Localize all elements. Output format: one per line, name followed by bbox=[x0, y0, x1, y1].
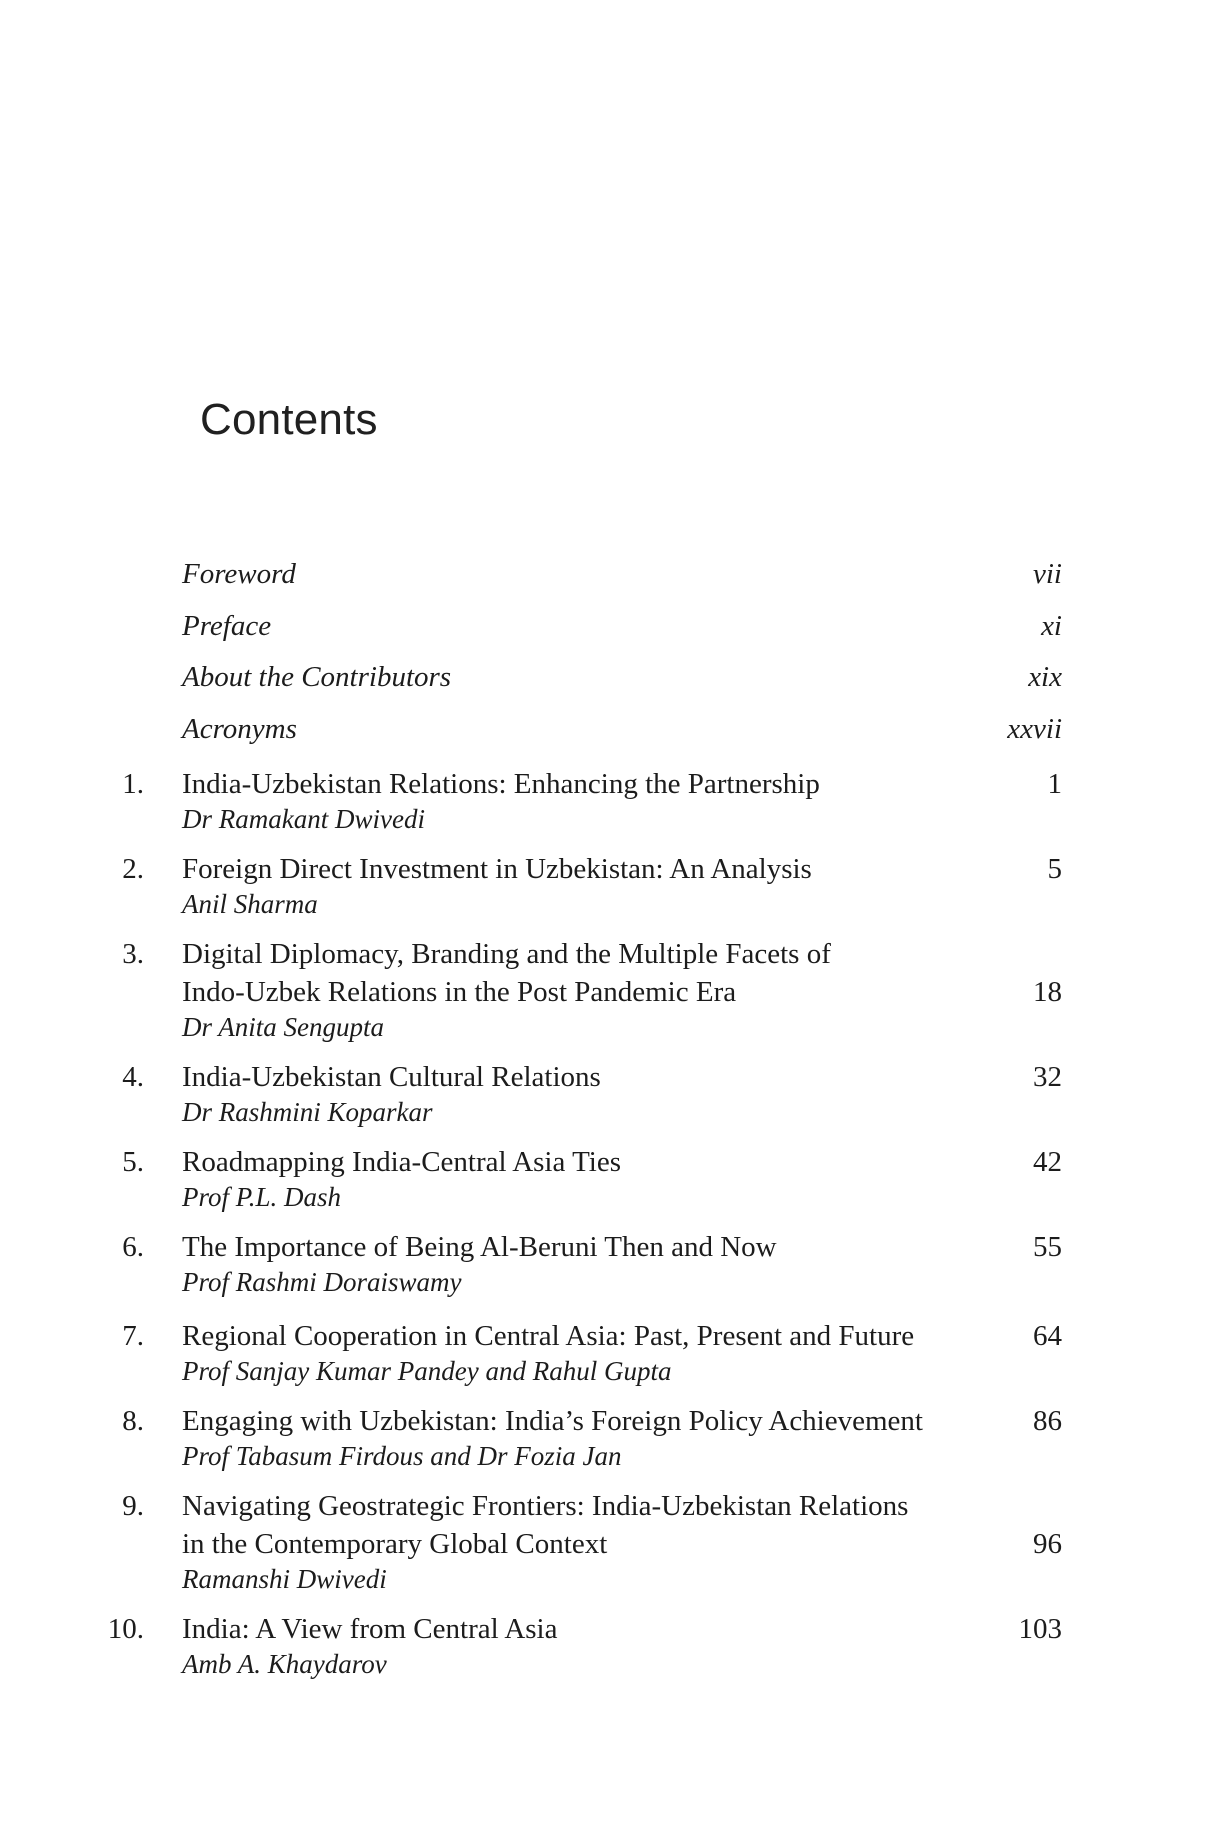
chapter-number: 2. bbox=[122, 853, 144, 885]
front-matter-title: Foreword bbox=[182, 558, 296, 590]
page-title: Contents bbox=[200, 395, 378, 444]
chapter-title: Engaging with Uzbekistan: India’s Foreign Policy Achievement bbox=[182, 1405, 923, 1437]
chapter-title: Foreign Direct Investment in Uzbekistan: An Analysis bbox=[182, 853, 812, 885]
chapter-title-line-1: Navigating Geostrategic Frontiers: India-Uzbekistan Relations bbox=[182, 1490, 909, 1522]
chapter-title: India-Uzbekistan Relations: Enhancing the Partnership bbox=[182, 768, 820, 800]
chapter-title: India-Uzbekistan Cultural Relations bbox=[182, 1061, 601, 1093]
chapter-title: Roadmapping India-Central Asia Ties bbox=[182, 1146, 621, 1178]
front-matter-page-number: vii bbox=[1033, 558, 1062, 590]
chapter-page-number: 96 bbox=[1033, 1528, 1062, 1560]
chapter-author: Dr Rashmini Koparkar bbox=[182, 1097, 433, 1127]
chapter-number: 4. bbox=[122, 1061, 144, 1093]
chapter-number: 8. bbox=[122, 1405, 144, 1437]
chapter-title-line-2: in the Contemporary Global Context bbox=[182, 1528, 608, 1560]
chapter-page-number: 64 bbox=[1033, 1320, 1062, 1352]
chapter-author: Prof Rashmi Doraiswamy bbox=[182, 1267, 462, 1297]
chapter-author: Anil Sharma bbox=[182, 889, 318, 919]
chapter-author: Prof Sanjay Kumar Pandey and Rahul Gupta bbox=[182, 1356, 672, 1386]
front-matter-page-number: xix bbox=[1028, 661, 1062, 693]
chapter-page-number: 55 bbox=[1033, 1231, 1062, 1263]
front-matter-page-number: xi bbox=[1041, 610, 1062, 642]
chapter-title: Regional Cooperation in Central Asia: Past, Present and Future bbox=[182, 1320, 915, 1352]
chapter-number: 6. bbox=[122, 1231, 144, 1263]
front-matter-page-number: xxvii bbox=[1007, 713, 1062, 745]
chapter-number: 7. bbox=[122, 1320, 144, 1352]
front-matter-title: About the Contributors bbox=[182, 661, 452, 693]
chapter-number: 5. bbox=[122, 1146, 144, 1178]
chapter-page-number: 32 bbox=[1033, 1061, 1062, 1093]
chapter-title: India: A View from Central Asia bbox=[182, 1613, 558, 1645]
chapter-page-number: 18 bbox=[1033, 976, 1062, 1008]
chapter-author: Dr Ramakant Dwivedi bbox=[182, 804, 425, 834]
chapter-author: Prof P.L. Dash bbox=[182, 1182, 342, 1212]
chapter-author: Prof Tabasum Firdous and Dr Fozia Jan bbox=[182, 1441, 622, 1471]
chapter-page-number: 103 bbox=[1018, 1613, 1062, 1645]
front-matter-title: Acronyms bbox=[182, 713, 297, 745]
chapter-title: The Importance of Being Al-Beruni Then and Now bbox=[182, 1231, 777, 1263]
chapter-page-number: 86 bbox=[1033, 1405, 1062, 1437]
chapter-title-line-2: Indo-Uzbek Relations in the Post Pandemic Era bbox=[182, 976, 737, 1008]
chapter-number: 1. bbox=[122, 768, 144, 800]
front-matter-title: Preface bbox=[182, 610, 272, 642]
chapter-author: Ramanshi Dwivedi bbox=[182, 1564, 387, 1594]
chapter-number: 9. bbox=[122, 1490, 144, 1522]
chapter-page-number: 1 bbox=[1047, 768, 1062, 800]
chapter-number: 10. bbox=[107, 1613, 144, 1645]
chapter-title-line-1: Digital Diplomacy, Branding and the Multiple Facets of bbox=[182, 938, 831, 970]
chapter-page-number: 42 bbox=[1033, 1146, 1062, 1178]
chapter-page-number: 5 bbox=[1047, 853, 1062, 885]
chapter-author: Amb A. Khaydarov bbox=[182, 1649, 387, 1679]
chapter-number: 3. bbox=[122, 938, 144, 970]
chapter-author: Dr Anita Sengupta bbox=[182, 1012, 384, 1042]
